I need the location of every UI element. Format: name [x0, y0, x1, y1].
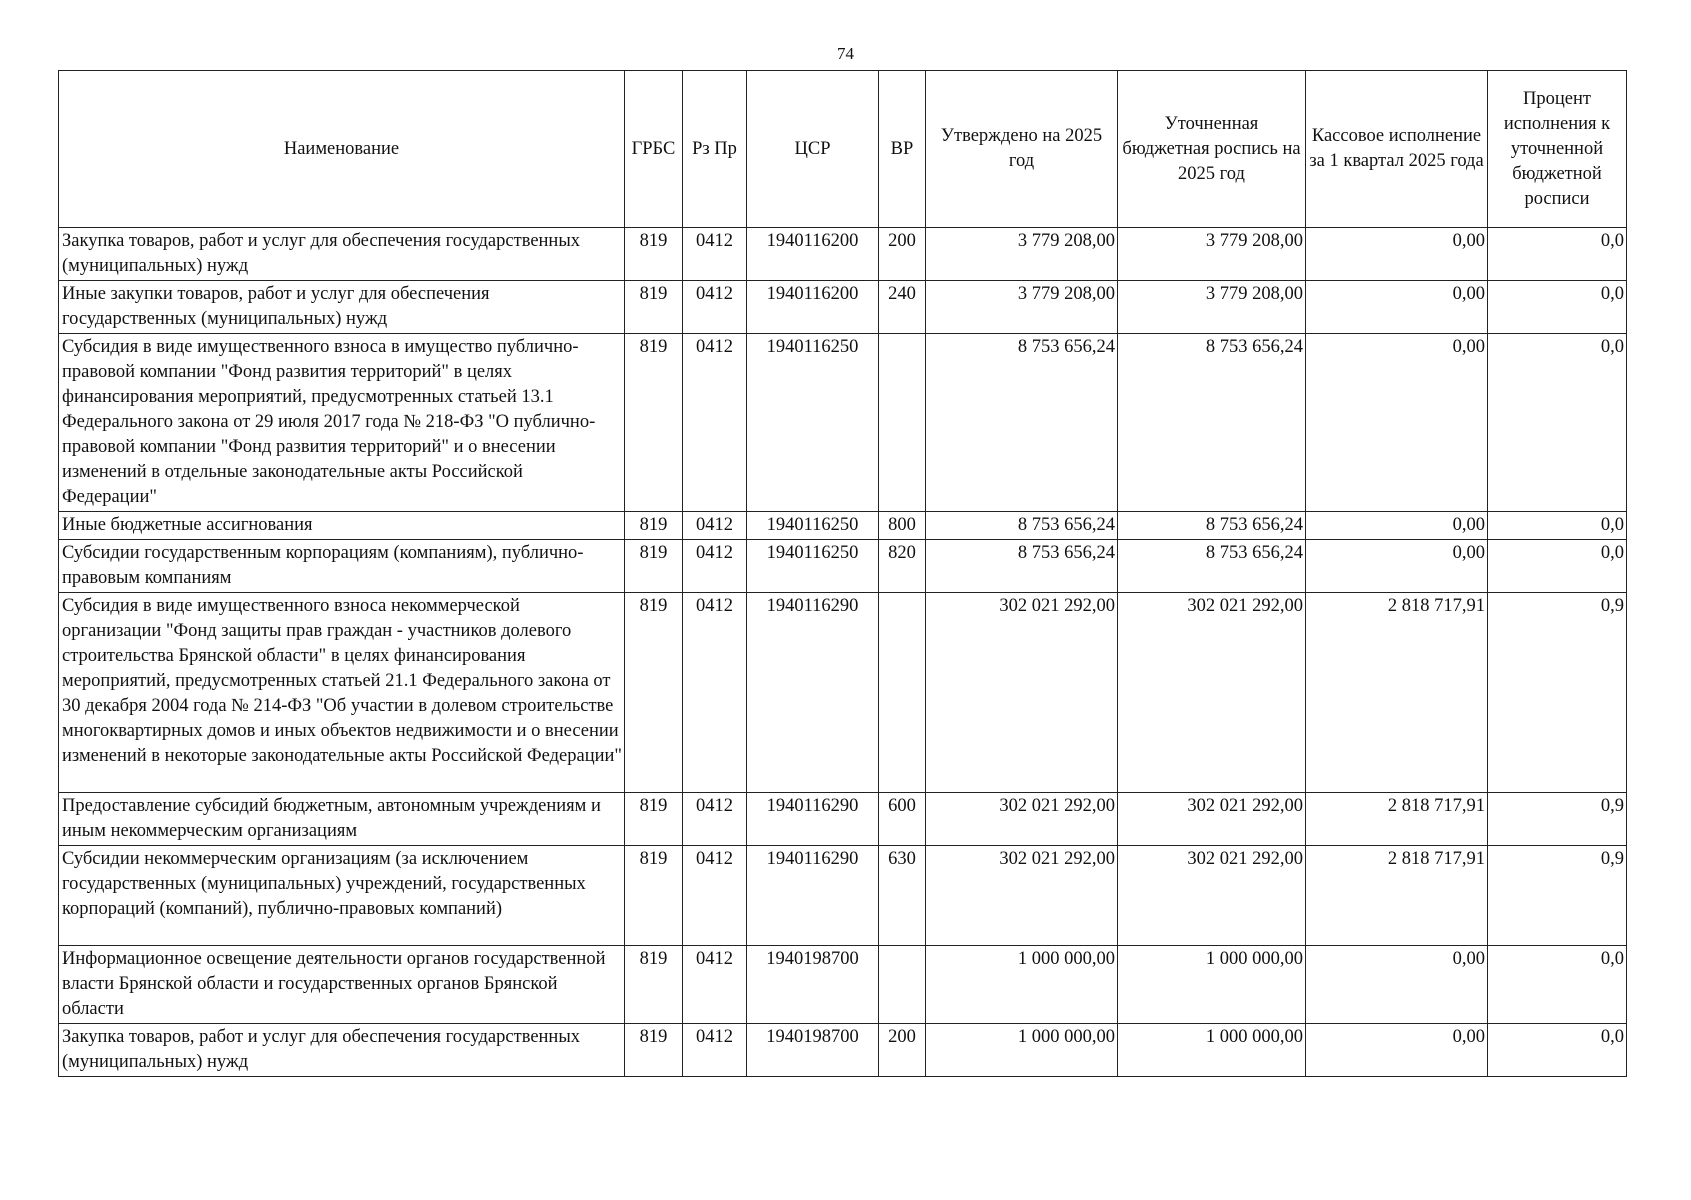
cell-rzpr: 0412 — [683, 593, 747, 793]
cell-approved: 302 021 292,00 — [926, 846, 1118, 946]
cell-rzpr: 0412 — [683, 1024, 747, 1077]
cell-approved: 3 779 208,00 — [926, 281, 1118, 334]
table-row — [59, 540, 1627, 593]
cell-cash: 0,00 — [1306, 281, 1488, 334]
cell-csr: 1940116290 — [747, 793, 879, 846]
cell-refined: 8 753 656,24 — [1118, 540, 1306, 593]
cell-csr: 1940116250 — [747, 334, 879, 512]
cell-vr: 800 — [879, 512, 926, 540]
cell-grbs: 819 — [625, 540, 683, 593]
cell-approved: 8 753 656,24 — [926, 540, 1118, 593]
header-name: Наименование — [59, 71, 625, 228]
cell-csr: 1940116200 — [747, 281, 879, 334]
cell-approved: 1 000 000,00 — [926, 1024, 1118, 1077]
cell-rzpr: 0412 — [683, 334, 747, 512]
cell-percent: 0,0 — [1488, 540, 1627, 593]
cell-cash: 2 818 717,91 — [1306, 593, 1488, 793]
cell-rzpr: 0412 — [683, 793, 747, 846]
header-grbs: ГРБС — [625, 71, 683, 228]
table-row — [59, 593, 1627, 793]
table-row — [59, 946, 1627, 1024]
cell-grbs: 819 — [625, 946, 683, 1024]
cell-percent: 0,0 — [1488, 281, 1627, 334]
cell-percent: 0,0 — [1488, 334, 1627, 512]
cell-refined: 3 779 208,00 — [1118, 281, 1306, 334]
table-row — [59, 228, 1627, 281]
cell-csr: 1940116250 — [747, 540, 879, 593]
cell-percent: 0,0 — [1488, 946, 1627, 1024]
cell-name: Иные бюджетные ассигнования — [59, 512, 625, 540]
cell-refined: 1 000 000,00 — [1118, 1024, 1306, 1077]
cell-approved: 8 753 656,24 — [926, 512, 1118, 540]
cell-name: Субсидия в виде имущественного взноса некоммерческой организации "Фонд защиты прав граждан - участников долевого строительства Брянской области" в целях финансирования мероприятий, предусмотренных статьей 21.1 Федерального закона от 30 декабря 2004 года № 214-ФЗ "Об участии в долевом строительстве многоквартирных домов и иных объектов недвижимости и о внесении изменений в некоторые законодательные акты Российской Федерации" — [59, 593, 625, 793]
table-row — [59, 334, 1627, 512]
cell-refined: 302 021 292,00 — [1118, 846, 1306, 946]
cell-vr — [879, 946, 926, 1024]
cell-percent: 0,9 — [1488, 593, 1627, 793]
cell-refined: 302 021 292,00 — [1118, 593, 1306, 793]
cell-vr: 200 — [879, 1024, 926, 1077]
cell-rzpr: 0412 — [683, 228, 747, 281]
cell-csr: 1940198700 — [747, 946, 879, 1024]
header-refined: Уточненная бюджетная роспись на 2025 год — [1118, 71, 1306, 228]
header-approved: Утверждено на 2025 год — [926, 71, 1118, 228]
cell-csr: 1940116290 — [747, 593, 879, 793]
cell-csr: 1940116250 — [747, 512, 879, 540]
cell-approved: 302 021 292,00 — [926, 593, 1118, 793]
cell-csr: 1940116290 — [747, 846, 879, 946]
cell-csr: 1940198700 — [747, 1024, 879, 1077]
cell-refined: 3 779 208,00 — [1118, 228, 1306, 281]
cell-refined: 8 753 656,24 — [1118, 512, 1306, 540]
cell-approved: 8 753 656,24 — [926, 334, 1118, 512]
cell-approved: 3 779 208,00 — [926, 228, 1118, 281]
page-number: 74 — [837, 44, 854, 63]
cell-percent: 0,0 — [1488, 512, 1627, 540]
cell-cash: 2 818 717,91 — [1306, 846, 1488, 946]
header-percent: Процент исполнения к уточненной бюджетной росписи — [1488, 71, 1627, 228]
cell-refined: 302 021 292,00 — [1118, 793, 1306, 846]
header-vr: ВР — [879, 71, 926, 228]
cell-refined: 1 000 000,00 — [1118, 946, 1306, 1024]
cell-percent: 0,9 — [1488, 793, 1627, 846]
cell-vr: 600 — [879, 793, 926, 846]
cell-grbs: 819 — [625, 1024, 683, 1077]
table-row — [59, 281, 1627, 334]
cell-cash: 0,00 — [1306, 946, 1488, 1024]
cell-name: Информационное освещение деятельности органов государственной власти Брянской области и государственных органов Брянской области — [59, 946, 625, 1024]
cell-cash: 0,00 — [1306, 334, 1488, 512]
cell-grbs: 819 — [625, 334, 683, 512]
cell-approved: 1 000 000,00 — [926, 946, 1118, 1024]
cell-percent: 0,0 — [1488, 228, 1627, 281]
cell-approved: 302 021 292,00 — [926, 793, 1118, 846]
cell-grbs: 819 — [625, 228, 683, 281]
cell-grbs: 819 — [625, 281, 683, 334]
budget-table — [58, 70, 1627, 1077]
cell-refined: 8 753 656,24 — [1118, 334, 1306, 512]
table-row — [59, 793, 1627, 846]
cell-grbs: 819 — [625, 793, 683, 846]
cell-name: Закупка товаров, работ и услуг для обеспечения государственных (муниципальных) нужд — [59, 228, 625, 281]
cell-rzpr: 0412 — [683, 512, 747, 540]
cell-vr: 240 — [879, 281, 926, 334]
cell-name: Предоставление субсидий бюджетным, автономным учреждениям и иным некоммерческим организациям — [59, 793, 625, 846]
cell-vr: 820 — [879, 540, 926, 593]
cell-name: Иные закупки товаров, работ и услуг для обеспечения государственных (муниципальных) нужд — [59, 281, 625, 334]
cell-cash: 2 818 717,91 — [1306, 793, 1488, 846]
cell-vr — [879, 593, 926, 793]
table-row — [59, 846, 1627, 946]
cell-cash: 0,00 — [1306, 540, 1488, 593]
cell-vr — [879, 334, 926, 512]
table-row — [59, 1024, 1627, 1077]
cell-cash: 0,00 — [1306, 512, 1488, 540]
cell-percent: 0,0 — [1488, 1024, 1627, 1077]
cell-percent: 0,9 — [1488, 846, 1627, 946]
cell-rzpr: 0412 — [683, 281, 747, 334]
cell-name: Субсидии некоммерческим организациям (за исключением государственных (муниципальных) учреждений, государственных корпораций (компаний), публично-правовых компаний) — [59, 846, 625, 946]
cell-csr: 1940116200 — [747, 228, 879, 281]
table-row — [59, 512, 1627, 540]
header-cash: Кассовое исполнение за 1 квартал 2025 года — [1306, 71, 1488, 228]
header-rzpr: Рз Пр — [683, 71, 747, 228]
cell-vr: 200 — [879, 228, 926, 281]
cell-rzpr: 0412 — [683, 946, 747, 1024]
cell-grbs: 819 — [625, 846, 683, 946]
cell-name: Субсидии государственным корпорациям (компаниям), публично-правовым компаниям — [59, 540, 625, 593]
cell-cash: 0,00 — [1306, 228, 1488, 281]
cell-rzpr: 0412 — [683, 846, 747, 946]
cell-rzpr: 0412 — [683, 540, 747, 593]
cell-cash: 0,00 — [1306, 1024, 1488, 1077]
cell-grbs: 819 — [625, 512, 683, 540]
cell-name: Закупка товаров, работ и услуг для обеспечения государственных (муниципальных) нужд — [59, 1024, 625, 1077]
cell-vr: 630 — [879, 846, 926, 946]
cell-name: Субсидия в виде имущественного взноса в имущество публично-правовой компании "Фонд развития территорий" в целях финансирования мероприятий, предусмотренных статьей 13.1 Федерального закона от 29 июля 2017 года № 218-ФЗ "О публично-правовой компании "Фонд развития территорий" и о внесении изменений в отдельные законодательные акты Российской Федерации" — [59, 334, 625, 512]
header-csr: ЦСР — [747, 71, 879, 228]
table-header-row — [59, 71, 1627, 228]
cell-grbs: 819 — [625, 593, 683, 793]
